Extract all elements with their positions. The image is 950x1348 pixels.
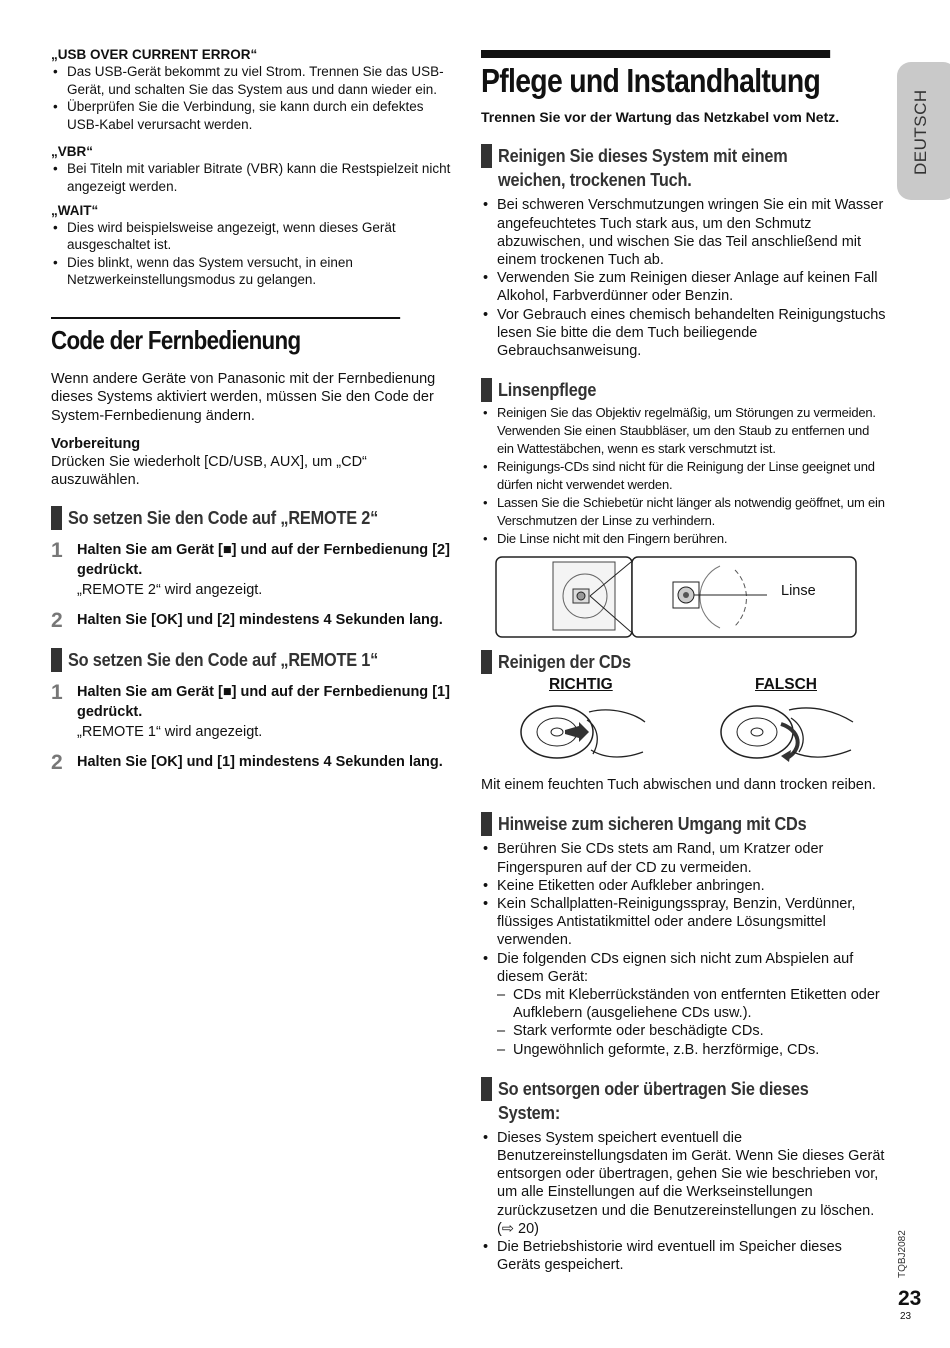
step-item	[51, 540, 457, 600]
list-item: • Reinigungs-CDs sind nicht für die Reinigung der Linse geeignet und dürfen nicht verwendet werden.	[481, 458, 887, 494]
step-note: „REMOTE 2“ wird angezeigt.	[77, 581, 263, 598]
preparation-label: Vorbereitung	[51, 435, 141, 452]
error-list	[51, 63, 457, 133]
error-list	[51, 219, 457, 289]
heading-bar	[481, 144, 492, 168]
list-item: • Dieses System speichert eventuell die Benutzereinstellungsdaten im Gerät. Wenn Sie dieses Gerät entsorgen oder übertragen, gehen Sie wie beschrieben vor, um alle Einstellungen auf die Werkseinstellungen zurückzusetzen und die Benutzereinstellungen zu löschen. (⇨ 20)	[481, 1129, 887, 1238]
clean-list	[481, 196, 887, 360]
list-item: • Die Betriebshistorie wird eventuell im Speicher dieses Geräts gespeichert.	[481, 1238, 887, 1274]
power-notice: Trennen Sie vor der Wartung das Netzkabel vom Netz.	[481, 109, 840, 125]
error-usb-block	[51, 46, 457, 133]
list-item: • Reinigen Sie das Objektiv regelmäßig, um Störungen zu vermeiden. Verwenden Sie einen Staubbläser, um den Staub zu entfernen und ein Wattestäbchen, wenn es stark verschmutzt ist.	[481, 404, 887, 458]
step-number: 1	[51, 538, 63, 562]
document-code: TQBJ2082	[897, 1230, 908, 1278]
list-item: • Keine Etiketten oder Aufkleber anbringen.	[481, 877, 887, 895]
error-vbr-block	[51, 143, 457, 195]
list-item: • Berühren Sie CDs stets am Rand, um Kratzer oder Fingerspuren auf der CD zu vermeiden.	[481, 840, 887, 876]
cd-clean-text: Mit einem feuchten Tuch abwischen und dann trocken reiben.	[481, 777, 876, 794]
heading-bar	[481, 378, 492, 402]
list-item: • Bei schweren Verschmutzungen wringen Sie ein mit Wasser angefeuchtetes Tuch stark aus, um den Schmutz abzuwischen, und wischen Sie das Teil anschließend mit einem trockenen Tuch ab.	[481, 196, 887, 269]
page-number: 23	[898, 1287, 922, 1310]
remote2-subheading: So setzen Sie den Code auf „REMOTE 2“	[51, 506, 457, 530]
heading-bar	[51, 506, 62, 530]
error-title: „USB OVER CURRENT ERROR“	[51, 47, 258, 62]
cd-handling-subheading: Hinweise zum sicheren Umgang mit CDs	[481, 812, 887, 836]
list-item: • Das USB-Gerät bekommt zu viel Strom. Trennen Sie das USB-Gerät, und schalten Sie das System aus und dann wieder ein.	[51, 63, 457, 98]
handling-list	[481, 840, 887, 986]
cd-labels	[481, 676, 887, 694]
lens-illustration	[495, 556, 857, 640]
remote-intro: Wenn andere Geräte von Panasonic mit der Fernbedienung dieses Systems aktiviert werden, müssen Sie den Code der System-Fernbedienung ändern.	[51, 370, 436, 424]
wrong-label: FALSCH	[755, 676, 817, 694]
heading-bar	[51, 648, 62, 672]
step-instruction: Halten Sie [OK] und [1] mindestens 4 Sekunden lang.	[77, 753, 443, 770]
step-number: 2	[51, 750, 63, 774]
right-label: RICHTIG	[549, 676, 613, 694]
lens-label: Linse	[781, 583, 816, 600]
right-column	[481, 50, 887, 1274]
care-heading: Pflege und Instandhaltung	[481, 50, 830, 100]
list-item: • Vor Gebrauch eines chemisch behandelten Reinigungstuchs lesen Sie bitte die dem Tuch beiliegende Gebrauchsanweisung.	[481, 306, 887, 361]
step-number: 2	[51, 608, 63, 632]
error-title: „VBR“	[51, 144, 94, 160]
list-item: • Kein Schallplatten-Reinigungsspray, Benzin, Verdünner, flüssiges Antistatikmittel oder andere Lösungsmittel verwenden.	[481, 895, 887, 950]
error-list	[51, 160, 457, 195]
dispose-subheading: So entsorgen oder übertragen Sie dieses System:	[481, 1077, 887, 1125]
list-item: • Die folgenden CDs eignen sich nicht zum Abspielen auf diesem Gerät:	[481, 950, 887, 986]
step-instruction: Halten Sie [OK] und [2] mindestens 4 Sekunden lang.	[77, 611, 443, 628]
lens-subheading: Linsenpflege	[481, 378, 887, 402]
cd-wrong-icon	[717, 700, 857, 764]
handling-dash-list	[497, 986, 887, 1059]
lens-list	[481, 404, 887, 548]
cd-figures	[481, 700, 887, 764]
preparation-text: Drücken Sie wiederholt [CD/USB, AUX], um „CD“ auszuwählen.	[51, 454, 367, 489]
dash-item: – CDs mit Kleberrückständen von entfernten Etiketten oder Aufklebern (ausgeliehene CDs usw.).	[497, 986, 887, 1022]
step-item	[51, 682, 457, 742]
error-title: „WAIT“	[51, 202, 99, 218]
list-item: • Lassen Sie die Schiebetür nicht länger als notwendig geöffnet, um ein Verschmutzen der Linse zu verhindern.	[481, 494, 887, 530]
step-instruction: Halten Sie am Gerät [■] und auf der Fernbedienung [1] gedrückt.	[77, 683, 450, 720]
dispose-list	[481, 1129, 887, 1275]
cd-clean-subheading: Reinigen der CDs	[481, 650, 887, 674]
error-wait-block	[51, 202, 457, 289]
list-item: • Die Linse nicht mit den Fingern berühren.	[481, 530, 887, 548]
list-item: • Überprüfen Sie die Verbindung, sie kann durch ein defektes USB-Kabel verursacht werden.	[51, 98, 457, 133]
list-item: • Dies wird beispielsweise angezeigt, wenn dieses Gerät ausgeschaltet ist.	[51, 219, 457, 254]
list-item: • Dies blinkt, wenn das System versucht, in einen Netzwerkeinstellungsmodus zu gelangen.	[51, 254, 457, 289]
list-item: • Verwenden Sie zum Reinigen dieser Anlage auf keinen Fall Alkohol, Farbverdünner oder Benzin.	[481, 269, 887, 305]
list-item: • Bei Titeln mit variabler Bitrate (VBR) kann die Restspielzeit nicht angezeigt werden.	[51, 160, 457, 195]
step-instruction: Halten Sie am Gerät [■] und auf der Fernbedienung [2] gedrückt.	[77, 541, 450, 578]
clean-subheading: Reinigen Sie dieses System mit einem weichen, trockenen Tuch.	[481, 144, 887, 192]
language-label: DEUTSCH	[911, 89, 930, 175]
step-number: 1	[51, 680, 63, 704]
remote1-subheading: So setzen Sie den Code auf „REMOTE 1“	[51, 648, 457, 672]
dash-item: – Ungewöhnlich geformte, z.B. herzförmige, CDs.	[497, 1041, 887, 1059]
heading-bar	[481, 650, 492, 674]
left-column	[51, 46, 457, 774]
step-note: „REMOTE 1“ wird angezeigt.	[77, 723, 263, 740]
page-number-small: 23	[900, 1311, 912, 1322]
remote-code-heading: Code der Fernbedienung	[51, 317, 400, 356]
step-item	[51, 610, 457, 632]
dash-item: – Stark verformte oder beschädigte CDs.	[497, 1022, 887, 1040]
heading-bar	[481, 1077, 492, 1101]
heading-bar	[481, 812, 492, 836]
step-item	[51, 752, 457, 774]
cd-right-icon	[517, 700, 647, 764]
